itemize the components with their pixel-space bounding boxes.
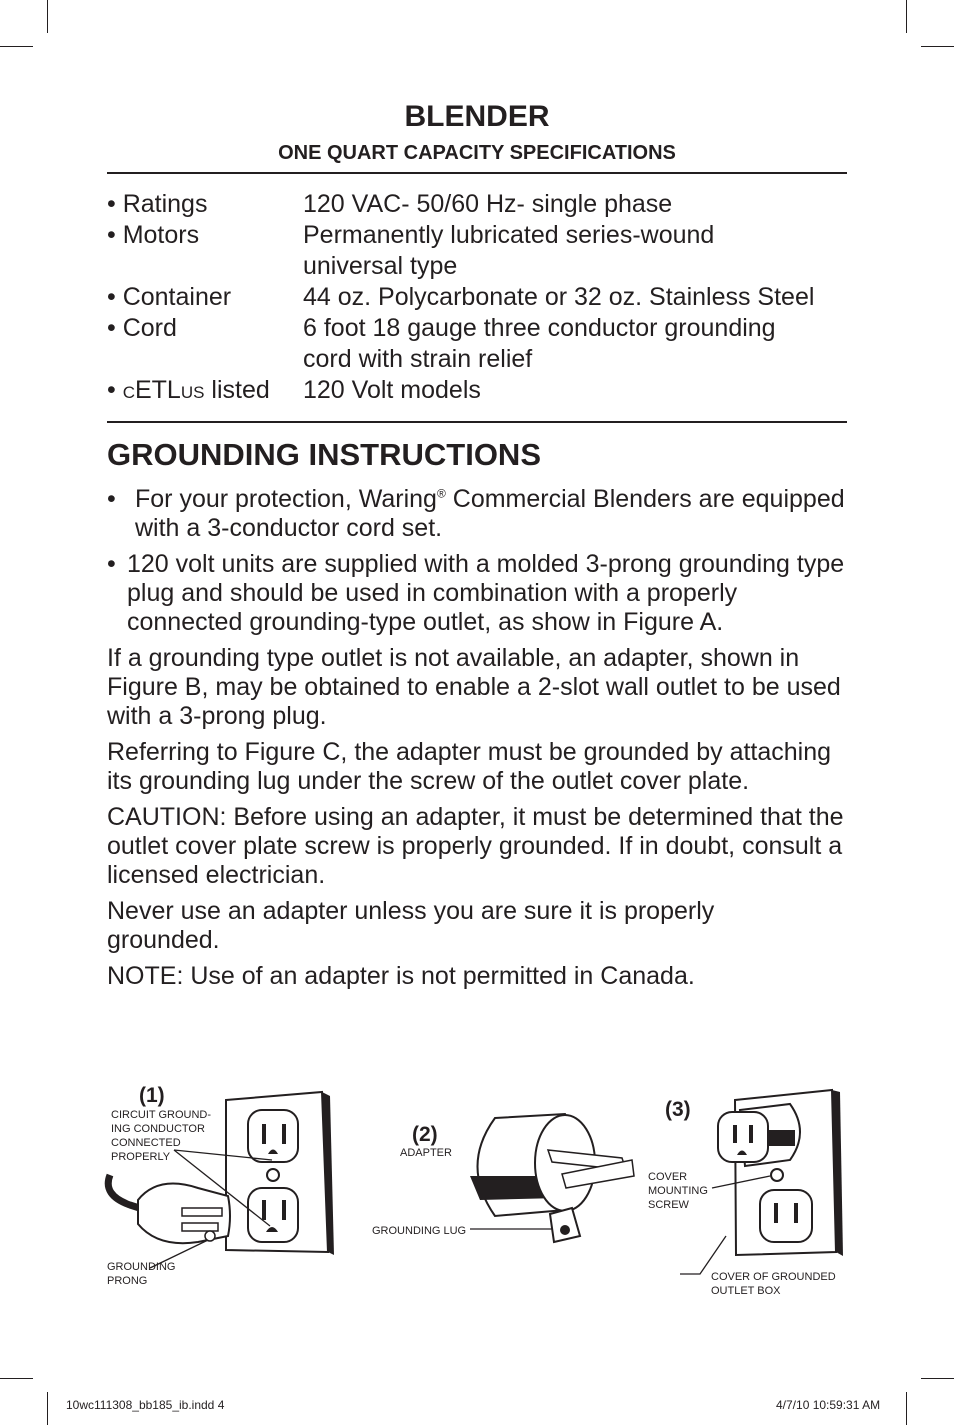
crop-mark <box>47 1392 48 1425</box>
crop-mark <box>0 46 33 47</box>
figure-2-number: (2) <box>412 1123 438 1146</box>
figure-1-label: ING CONDUCTOR <box>111 1123 205 1135</box>
figure-1-grounded-outlet <box>107 1084 334 1287</box>
spec-row-motors <box>107 220 847 282</box>
figure-3-number: (3) <box>665 1098 691 1121</box>
figure-2-label: GROUNDING LUG <box>372 1225 467 1237</box>
slot-icon <box>282 1200 286 1220</box>
receptacle-bottom <box>760 1190 812 1242</box>
crop-mark <box>921 1378 954 1379</box>
spec-list <box>107 189 847 408</box>
spec-label: • Ratings <box>107 190 208 218</box>
slot-icon <box>774 1203 778 1223</box>
spec-value: 6 foot 18 gauge three conductor grounding cord with strain relief <box>303 314 776 373</box>
figure-1-number: (1) <box>139 1084 165 1107</box>
figure-3-label: OUTLET BOX <box>711 1285 781 1297</box>
spec-row-certification <box>107 375 847 408</box>
adapter-shading <box>765 1130 795 1146</box>
page-subtitle: ONE QUART CAPACITY SPECIFICATIONS <box>278 142 676 164</box>
paragraph: Never use an adapter unless you are sure it is properly grounded. <box>107 897 715 954</box>
prong-icon <box>182 1223 218 1231</box>
figure-1-label: GROUNDING <box>107 1261 176 1273</box>
crop-mark <box>47 0 48 33</box>
spec-label: • Cord <box>107 314 177 342</box>
slot-icon <box>262 1124 266 1144</box>
receptacle-top <box>248 1110 298 1162</box>
spec-row-ratings <box>107 189 847 220</box>
prong-icon <box>182 1208 222 1216</box>
spec-value: 44 oz. Polycarbonate or 32 oz. Stainless Steel <box>303 283 815 311</box>
figure-3-adapter-installed <box>648 1090 843 1297</box>
screw-icon <box>267 1169 279 1181</box>
crop-mark <box>0 1378 33 1379</box>
footer-file: 10wc111308_bb185_ib.indd 4 <box>66 1398 225 1412</box>
spec-label: • Motors <box>107 221 200 249</box>
figure-1-label: CONNECTED <box>111 1137 181 1149</box>
grounding-figures <box>0 1070 954 1310</box>
bullet-item <box>107 485 847 543</box>
slot-icon <box>733 1125 737 1143</box>
figure-1-label: PRONG <box>107 1275 148 1287</box>
lug-hole-icon <box>560 1225 570 1235</box>
crop-mark <box>921 46 954 47</box>
grounding-body <box>107 485 847 998</box>
figure-3-label: SCREW <box>648 1199 689 1211</box>
spec-value: 120 Volt models <box>303 376 481 404</box>
slot-icon <box>794 1203 798 1223</box>
grounding-prong-icon <box>205 1231 215 1241</box>
slot-icon <box>282 1124 286 1144</box>
spec-value: 120 VAC- 50/60 Hz- single phase <box>303 190 673 218</box>
cert-listed: listed <box>204 376 270 404</box>
spec-row-container <box>107 282 847 313</box>
paragraph: If a grounding type outlet is not available, an adapter, shown in Figure B, may be obtained to enable a 2-slot wall outlet to be used with a 3-prong plug. <box>107 644 841 730</box>
bullet-text-part: Commercial Blenders are equipped with a 3-conductor cord set. <box>135 485 845 542</box>
figure-1-label: CIRCUIT GROUND- <box>111 1109 212 1121</box>
cert-us: US <box>180 383 205 402</box>
leader-line <box>680 1236 726 1274</box>
screw-icon <box>771 1169 783 1181</box>
figure-2-adapter <box>372 1114 634 1242</box>
footer-date: 4/7/10 10:59:31 AM <box>776 1398 881 1412</box>
page-title: BLENDER <box>404 100 550 133</box>
crop-mark <box>906 1392 907 1425</box>
cert-etl: ETL <box>134 376 181 404</box>
paragraph: Referring to Figure C, the adapter must be grounded by attaching its grounding lug under the screw of the outlet cover plate. <box>107 738 832 795</box>
bullet-item <box>107 550 847 637</box>
figure-2-label: ADAPTER <box>400 1147 452 1159</box>
divider <box>107 421 847 423</box>
figure-1-label: PROPERLY <box>111 1151 171 1163</box>
figure-3-label: MOUNTING <box>648 1185 708 1197</box>
spec-label <box>107 375 303 408</box>
figure-3-label: COVER OF GROUNDED <box>711 1271 836 1283</box>
slot-icon <box>262 1200 266 1220</box>
bullet: • <box>107 485 116 513</box>
spec-row-cord <box>107 313 847 375</box>
registered-mark: ® <box>436 486 446 501</box>
paragraph: CAUTION: Before using an adapter, it must be determined that the outlet cover plate screw is properly grounded. If in doubt, consult a licensed electrician. <box>107 803 844 889</box>
paragraph: NOTE: Use of an adapter is not permitted in Canada. <box>107 962 695 990</box>
spec-value: Permanently lubricated series-wound universal type <box>303 221 715 280</box>
slot-icon <box>749 1125 753 1143</box>
crop-mark <box>906 0 907 33</box>
bullet-text: 120 volt units are supplied with a molded 3-prong grounding type plug and should be used in combination with a properly connected grounding-type outlet, as show in Figure A. <box>127 550 845 636</box>
bullet-text-part: For your protection, Waring <box>135 485 437 513</box>
spec-label: • Container <box>107 283 232 311</box>
cert-c: C <box>122 383 135 402</box>
section-heading: GROUNDING INSTRUCTIONS <box>107 437 541 472</box>
bullet: • <box>107 376 123 404</box>
figure-3-label: COVER <box>648 1171 688 1183</box>
bullet: • <box>107 550 116 578</box>
divider <box>107 172 847 174</box>
bullet-text <box>135 485 847 543</box>
